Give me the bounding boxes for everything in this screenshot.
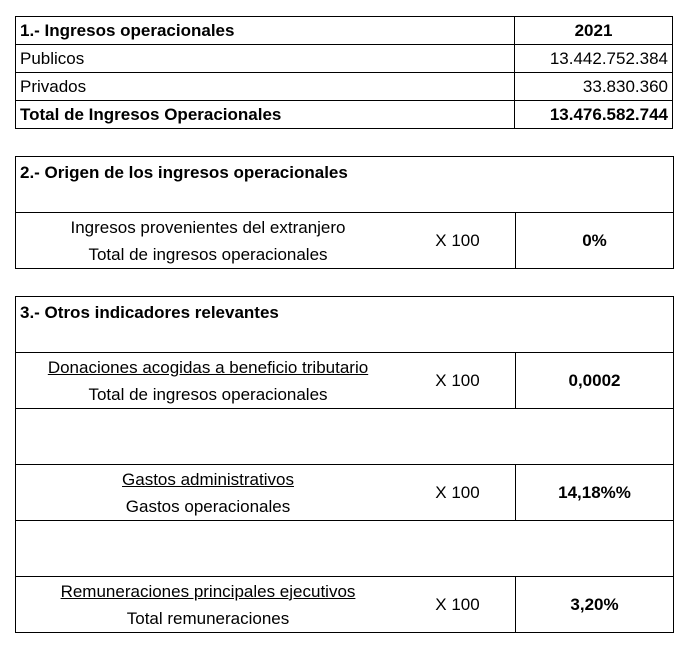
origen-ingresos-table <box>15 156 674 269</box>
gastos-multiplier: X 100 <box>435 482 480 502</box>
remuneraciones-multiplier: X 100 <box>435 594 480 614</box>
row-label-publicos: Publicos <box>16 45 515 73</box>
donaciones-result: 0,0002 <box>516 353 674 409</box>
origen-fraction <box>16 214 400 268</box>
row-value-privados: 33.830.360 <box>515 73 673 101</box>
donaciones-multiplier: X 100 <box>435 370 480 390</box>
spacer-row <box>16 409 674 465</box>
remuneraciones-fraction <box>16 578 400 632</box>
donaciones-denominator: Total de ingresos operacionales <box>88 384 328 404</box>
remuneraciones-denominator: Total remuneraciones <box>126 608 290 628</box>
total-label: Total de Ingresos Operacionales <box>16 101 515 129</box>
indicator-cell-gastos <box>16 465 516 521</box>
total-value: 13.476.582.744 <box>515 101 673 129</box>
origen-indicator-cell <box>16 213 516 269</box>
remuneraciones-numerator: Remuneraciones principales ejecutivos <box>60 581 356 601</box>
row-label-privados: Privados <box>16 73 515 101</box>
gastos-result: 14,18%% <box>516 465 674 521</box>
spacer-row <box>16 521 674 577</box>
gastos-denominator: Gastos operacionales <box>125 496 291 516</box>
section2-title: 2.- Origen de los ingresos operacionales <box>16 157 674 213</box>
donaciones-numerator: Donaciones acogidas a beneficio tributario <box>47 357 369 377</box>
indicator-cell-remuneraciones <box>16 577 516 633</box>
gastos-numerator: Gastos administrativos <box>122 469 294 489</box>
otros-indicadores-table <box>15 296 674 633</box>
year-header: 2021 <box>515 17 673 45</box>
ingresos-operacionales-table <box>15 16 673 129</box>
donaciones-fraction <box>16 354 400 408</box>
origen-denominator: Total de ingresos operacionales <box>88 244 328 264</box>
remuneraciones-result: 3,20% <box>516 577 674 633</box>
gastos-fraction <box>16 466 400 520</box>
origen-multiplier: X 100 <box>435 230 480 250</box>
row-value-publicos: 13.442.752.384 <box>515 45 673 73</box>
section3-title: 3.- Otros indicadores relevantes <box>16 297 674 353</box>
origen-numerator: Ingresos provenientes del extranjero <box>70 217 346 237</box>
indicator-cell-donaciones <box>16 353 516 409</box>
section1-title: 1.- Ingresos operacionales <box>16 17 515 45</box>
origen-result: 0% <box>516 213 674 269</box>
